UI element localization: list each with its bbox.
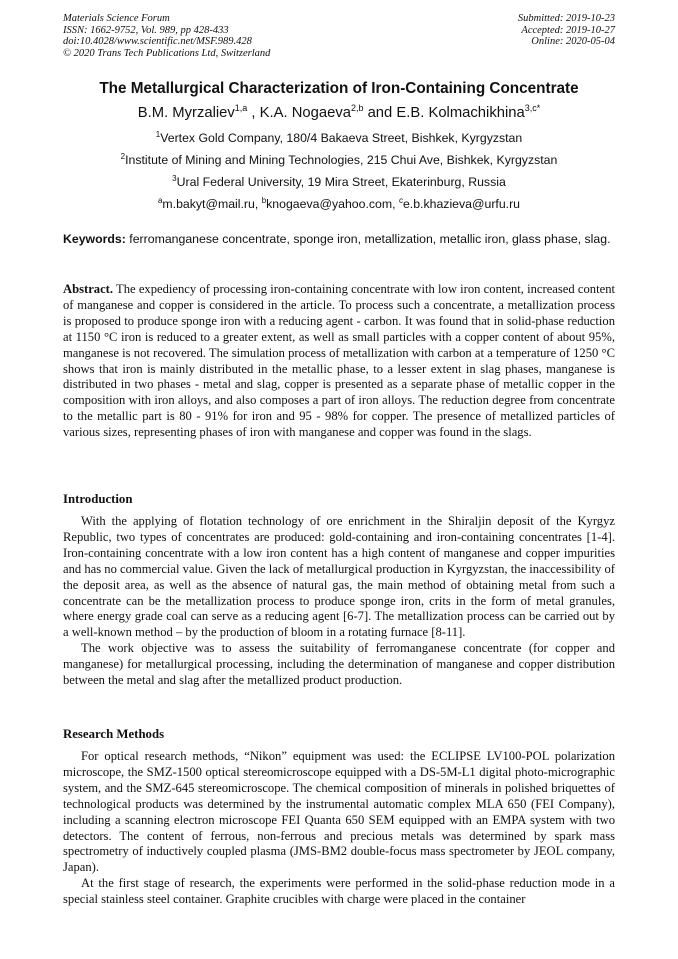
introduction-body [63,514,615,689]
introduction-paragraph: With the applying of flotation technology of ore enrichment in the Shiraljin deposit of the Kyrgyz Republic, two types of concentrates are produced: gold-containing and iron-containing concentrates [1-4]. Iron-containing concentrate with a low iron content has a high content of manganese and copper impurities and has no commercial value. Given the lack of metallurgical production in Kyrgyzstan, the inaccessibility of the deposit area, as well as the absence of natural gas, the main method of obtaining metal from such a concentrate can be the metallization process to produce sponge iron, crits in the form of metal granules, where energy grade coal can serve as a reducing agent [6-7]. The metallization process can be carried out by a well-known method – by the production of bloom in a rotating furnace [8-11]. [63,514,615,640]
affiliation-text: Vertex Gold Company, 180/4 Bakaeva Street, Bishkek, Kyrgyzstan [160,131,523,145]
abstract-text: The expediency of processing iron-containing concentrate with low iron content, increased content of manganese and copper is considered in the article. To process such a concentrate, a metallization process is proposed to produce sponge iron with a reducing agent - carbon. It was found that in solid-phase reduction at 1150 °C iron is reduced to a greater extent, as well as small particles with a copper content of about 95%, manganese is not recovered. The simulation process of metallization with carbon at a temperature of 1250 °C shows that iron is mainly distributed in the metallic phase, to a lesser extent in slag phases, manganese is distributed in two phases - metal and slag, copper is presented as a separate phase of metallic copper in the composition with iron alloys, and also composes a part of iron alloys. The reduction degree from concentrate to the metallic part is 80 - 91% for iron and 95 - 98% for copper. The presence of metallized particles of various sizes, representing phases of iron with manganese and copper was found in the slags. [63,282,615,440]
affiliation-sup: 3 [172,174,177,183]
methods-paragraph: At the first stage of research, the experiments were performed in the solid-phase reduction mode in a special stainless steel container. Graphite crucibles with charge were placed in the container [63,876,615,907]
paper-title: The Metallurgical Characterization of Iron-Containing Concentrate [99,80,579,97]
affiliation-sup: 2 [120,152,126,161]
author-sup: 2,b [350,103,364,113]
introduction-heading: Introduction [63,492,133,506]
affiliation-text: Ural Federal University, 19 Mira Street, Ekaterinburg, Russia [176,175,506,189]
author-list [0,105,678,121]
author-name: E.B. Kolmachikhina [396,105,525,121]
email-link[interactable]: e.b.khazieva@urfu.ru [402,197,521,211]
author-name: K.A. Nogaeva [259,105,351,121]
abstract-label: Abstract. [63,282,114,296]
accepted-date: Accepted: 2019-10-27 [521,24,615,36]
submitted-date: Submitted: 2019-10-23 [517,13,615,24]
methods-heading: Research Methods [63,727,165,741]
email-sup: a [157,196,163,205]
methods-body [63,749,615,908]
keywords-text: ferromanganese concentrate, sponge iron, metallization, metallic iron, glass phase, slag. [125,232,611,246]
affiliation-sup: 1 [155,130,161,139]
author-sup: 1,a [234,103,248,113]
affiliation-3 [0,175,678,189]
methods-paragraph: For optical research methods, “Nikon” equipment was used: the ECLIPSE LV100-POL polarization microscope, the SMZ-1500 optical stereomicroscope equipped with a DS-5M-L1 digital photo-micrographic system, and the SMZ-645 stereomicroscope. The chemical composition of minerals in polished briquettes of technological products was determined by the instrumental automatic complex MLA 650 (FEI Company), including a scanning electron microscope FEI Quanta 650 SEM equipped with an EMPA system with two detectors. The content of ferrous, non-ferrous and precious metals was determined by spark mass spectrometry of inductively coupled plasma (JMS-BM2 double-focus mass spectrometer by JEOL company, Japan). [63,749,615,875]
email-sup: c [398,196,403,205]
author-separator: , [247,105,260,121]
copyright-line: © 2020 Trans Tech Publications Ltd, Switzerland [63,47,271,59]
abstract-section [63,282,615,441]
affiliation-2 [0,153,678,167]
affiliation-text: Institute of Mining and Mining Technologies, 215 Chui Ave, Bishkek, Kyrgyzstan [125,153,558,167]
keywords-section [63,232,615,247]
email-link[interactable]: knogaeva@yahoo.com, [266,197,399,211]
issn-line: ISSN: 1662-9752, Vol. 989, pp 428-433 [63,24,229,36]
email-line [0,197,678,211]
keywords-label: Keywords: [63,232,126,246]
doi-line: doi:10.4028/www.scientific.net/MSF.989.428 [63,36,252,48]
journal-name: Materials Science Forum [63,13,170,24]
author-sup: 3,c* [524,103,541,113]
online-date: Online: 2020-05-04 [531,36,615,48]
introduction-paragraph: The work objective was to assess the suitability of ferromanganese concentrate (for copper and manganese) for metallurgical processing, including the determination of manganese and copper distribution between the metal and slag after the metallized product production. [63,641,615,688]
email-sup: b [261,196,267,205]
author-separator: and [363,105,397,121]
dates-header [518,13,615,48]
affiliation-1 [0,131,678,145]
email-link[interactable]: m.bakyt@mail.ru, [162,197,262,211]
author-name: B.M. Myrzaliev [137,105,235,121]
journal-header [63,13,270,59]
